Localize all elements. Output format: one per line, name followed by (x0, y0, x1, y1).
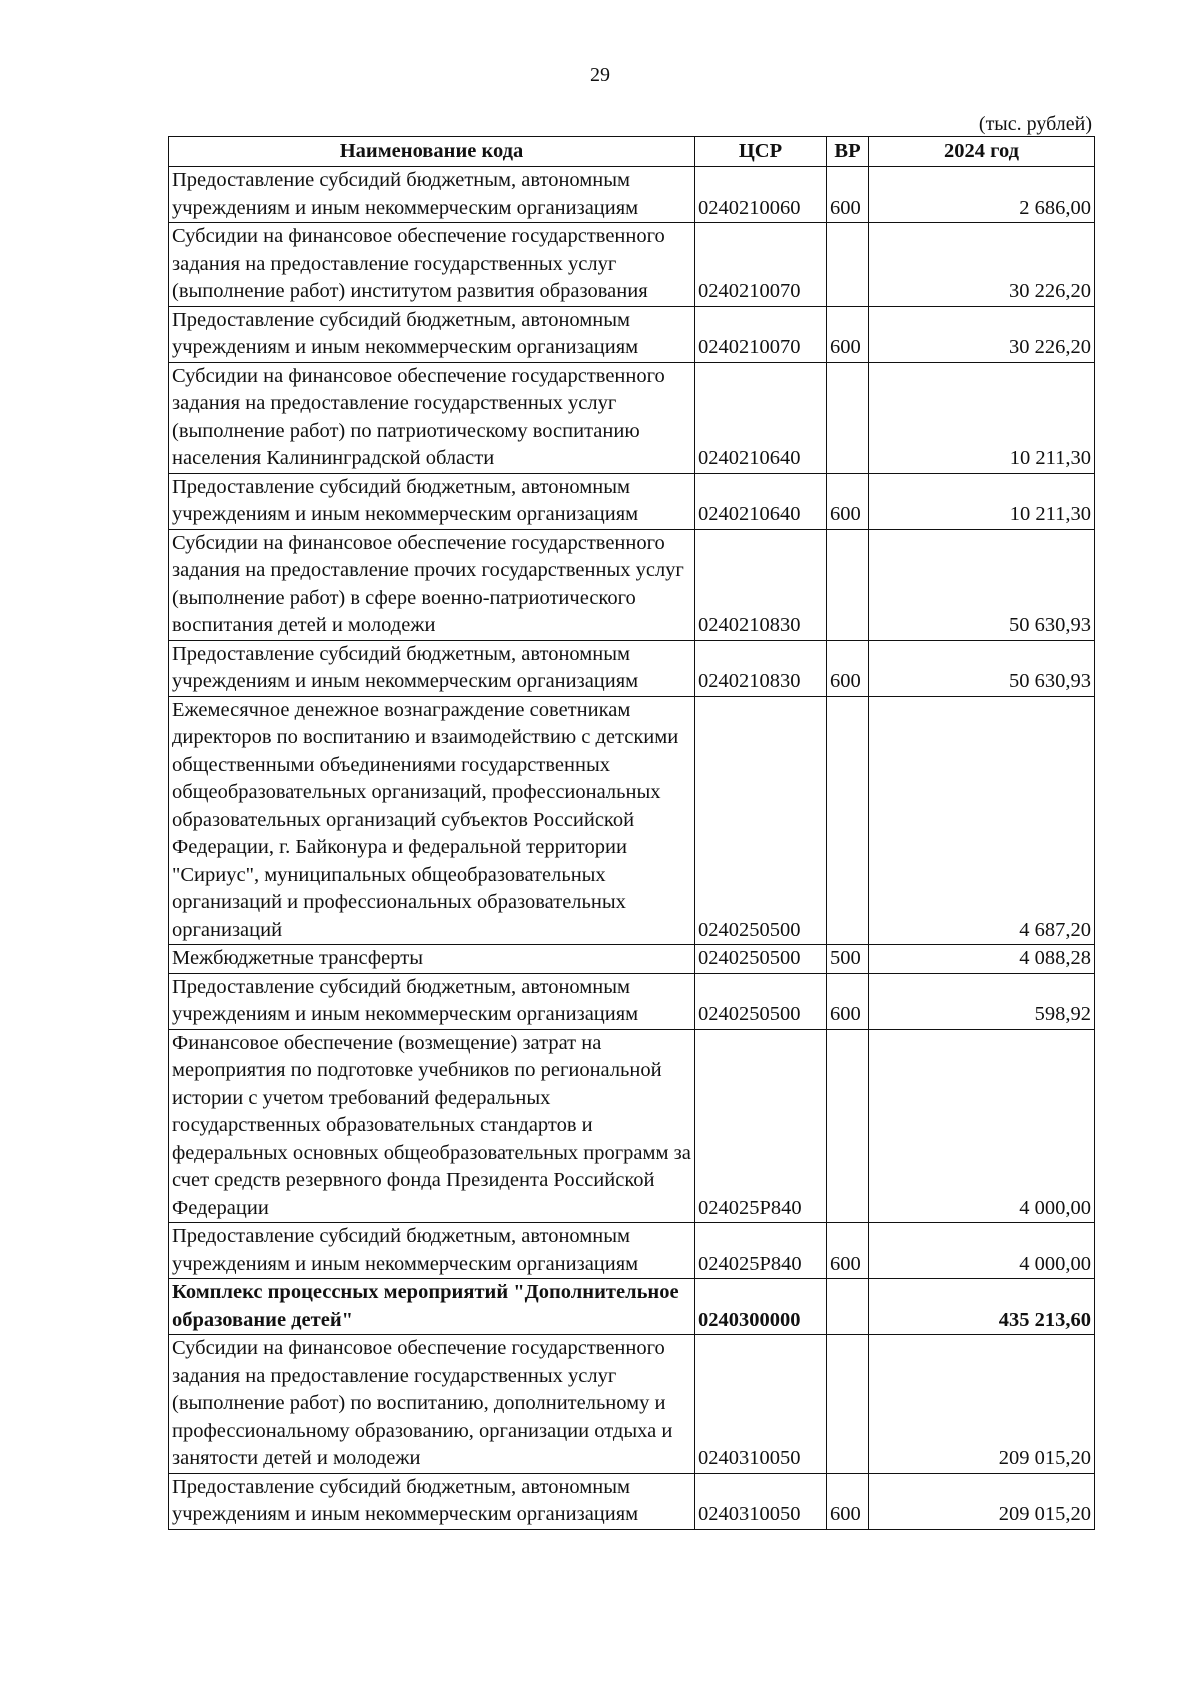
cell-csr: 0240250500 (695, 945, 827, 974)
cell-csr: 0240210640 (695, 362, 827, 473)
cell-amount: 2 686,00 (869, 167, 1095, 223)
cell-name: Предоставление субсидий бюджетным, автономным учреждениям и иным некоммерческим организациям (169, 167, 695, 223)
cell-vr (827, 223, 869, 307)
table-row (169, 945, 1095, 974)
cell-name: Предоставление субсидий бюджетным, автономным учреждениям и иным некоммерческим организациям (169, 640, 695, 696)
cell-amount: 209 015,20 (869, 1473, 1095, 1529)
cell-name: Субсидии на финансовое обеспечение государственного задания на предоставление государственных услуг (выполнение работ) институтом развития образования (169, 223, 695, 307)
cell-csr: 0240310050 (695, 1335, 827, 1474)
cell-vr: 600 (827, 473, 869, 529)
header-name: Наименование кода (169, 137, 695, 167)
cell-vr: 600 (827, 1473, 869, 1529)
cell-name: Субсидии на финансовое обеспечение государственного задания на предоставление государственных услуг (выполнение работ) по воспитанию, дополнительному и профессиональному образованию, организации отдыха и занятости детей и молодежи (169, 1335, 695, 1474)
cell-csr: 024025Р840 (695, 1223, 827, 1279)
cell-vr: 600 (827, 973, 869, 1029)
cell-csr: 0240300000 (695, 1279, 827, 1335)
cell-name: Предоставление субсидий бюджетным, автономным учреждениям и иным некоммерческим организациям (169, 1223, 695, 1279)
cell-name: Предоставление субсидий бюджетным, автономным учреждениям и иным некоммерческим организациям (169, 1473, 695, 1529)
cell-vr (827, 1029, 869, 1223)
cell-name: Ежемесячное денежное вознаграждение советникам директоров по воспитанию и взаимодействию с детскими общественными объединениями государственных общеобразовательных организаций, профессиональных образовательных организаций субъектов Российской Федерации, г. Байконура и федеральной территории "Сириус", муниципальных общеобразовательных организаций и профессиональных образовательных организаций (169, 696, 695, 945)
table-row (169, 973, 1095, 1029)
cell-name: Предоставление субсидий бюджетным, автономным учреждениям и иным некоммерческим организациям (169, 473, 695, 529)
table-row (169, 223, 1095, 307)
cell-amount: 30 226,20 (869, 306, 1095, 362)
cell-name: Межбюджетные трансферты (169, 945, 695, 974)
cell-vr: 600 (827, 640, 869, 696)
table-row (169, 167, 1095, 223)
table-row (169, 473, 1095, 529)
cell-csr: 0240250500 (695, 696, 827, 945)
cell-csr: 0240250500 (695, 973, 827, 1029)
cell-name: Субсидии на финансовое обеспечение государственного задания на предоставление государственных услуг (выполнение работ) по патриотическому воспитанию населения Калининградской области (169, 362, 695, 473)
table-row (169, 1279, 1095, 1335)
cell-amount: 30 226,20 (869, 223, 1095, 307)
header-year: 2024 год (869, 137, 1095, 167)
table-row (169, 1335, 1095, 1474)
budget-table (168, 136, 1095, 1530)
table-row (169, 529, 1095, 640)
cell-name: Субсидии на финансовое обеспечение государственного задания на предоставление прочих государственных услуг (выполнение работ) в сфере военно-патриотического воспитания детей и молодежи (169, 529, 695, 640)
cell-amount: 10 211,30 (869, 362, 1095, 473)
units-note: (тыс. рублей) (978, 113, 1092, 135)
cell-amount: 4 000,00 (869, 1223, 1095, 1279)
cell-vr (827, 696, 869, 945)
cell-vr: 600 (827, 306, 869, 362)
cell-amount: 10 211,30 (869, 473, 1095, 529)
cell-name: Предоставление субсидий бюджетным, автономным учреждениям и иным некоммерческим организациям (169, 306, 695, 362)
table-row (169, 1029, 1095, 1223)
cell-vr (827, 362, 869, 473)
cell-amount: 598,92 (869, 973, 1095, 1029)
table-body (169, 167, 1095, 1530)
cell-csr: 0240210830 (695, 640, 827, 696)
cell-amount: 50 630,93 (869, 640, 1095, 696)
cell-csr: 0240210070 (695, 306, 827, 362)
table-row (169, 640, 1095, 696)
cell-csr: 0240210640 (695, 473, 827, 529)
cell-vr: 600 (827, 167, 869, 223)
cell-amount: 4 687,20 (869, 696, 1095, 945)
cell-name: Комплекс процессных мероприятий "Дополнительное образование детей" (169, 1279, 695, 1335)
cell-amount: 435 213,60 (869, 1279, 1095, 1335)
cell-name: Предоставление субсидий бюджетным, автономным учреждениям и иным некоммерческим организациям (169, 973, 695, 1029)
cell-vr: 500 (827, 945, 869, 974)
header-csr: ЦСР (695, 137, 827, 167)
cell-vr (827, 529, 869, 640)
cell-csr: 0240310050 (695, 1473, 827, 1529)
page-number: 29 (590, 64, 610, 86)
cell-amount: 209 015,20 (869, 1335, 1095, 1474)
cell-vr: 600 (827, 1223, 869, 1279)
table-header-row (169, 137, 1095, 167)
cell-amount: 4 088,28 (869, 945, 1095, 974)
cell-csr: 0240210830 (695, 529, 827, 640)
header-vr: ВР (827, 137, 869, 167)
cell-csr: 024025Р840 (695, 1029, 827, 1223)
cell-amount: 4 000,00 (869, 1029, 1095, 1223)
cell-name: Финансовое обеспечение (возмещение) затрат на мероприятия по подготовке учебников по региональной истории с учетом требований федеральных государственных образовательных стандартов и федеральных основных общеобразовательных программ за счет средств резервного фонда Президента Российской Федерации (169, 1029, 695, 1223)
cell-vr (827, 1335, 869, 1474)
table-row (169, 362, 1095, 473)
table-row (169, 1223, 1095, 1279)
table-row (169, 696, 1095, 945)
table-row (169, 306, 1095, 362)
table-row (169, 1473, 1095, 1529)
cell-amount: 50 630,93 (869, 529, 1095, 640)
cell-vr (827, 1279, 869, 1335)
cell-csr: 0240210070 (695, 223, 827, 307)
cell-csr: 0240210060 (695, 167, 827, 223)
